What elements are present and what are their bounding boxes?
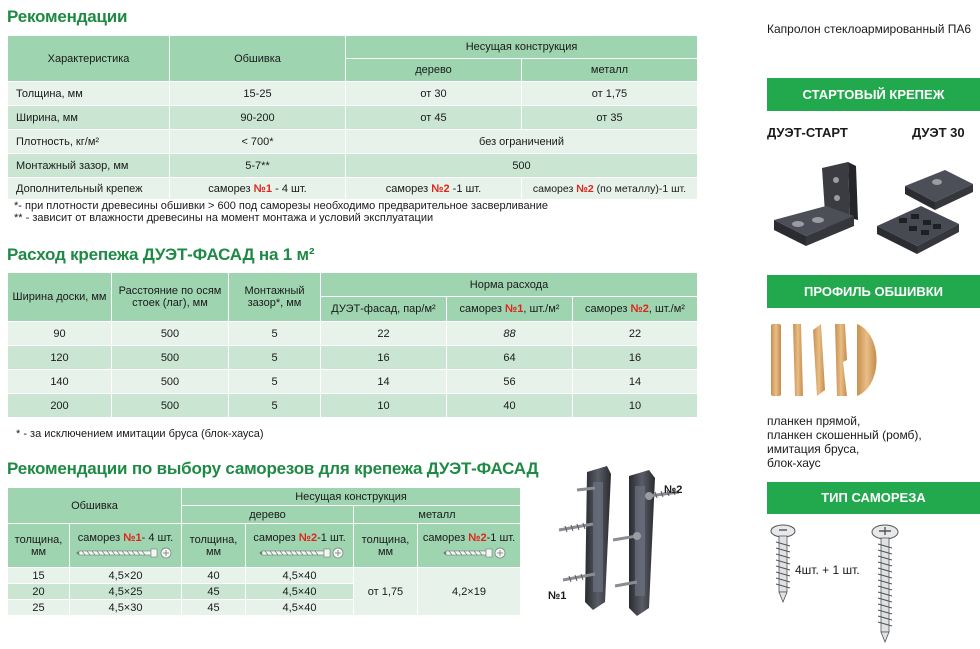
cons-col-s2: саморез №2, шт./м² (573, 297, 698, 322)
screw-short-image (768, 522, 798, 607)
screws-metal-thick: от 1,75 (354, 568, 418, 616)
cons-note: * - за исключением имитации бруса (блок-хауса) (16, 428, 264, 440)
duet30-label: ДУЭТ 30 (912, 125, 965, 140)
table-row: Ширина, мм 90-200 от 45 от 35 (8, 106, 698, 130)
screws-col-thick-1: толщина, мм (8, 524, 70, 568)
screws-col-wood: дерево (182, 506, 354, 524)
rec-title: Рекомендации (7, 7, 128, 26)
table-row: 140 500 5 14 56 14 (8, 370, 698, 394)
screws-col-bearing: Несущая конструкция (182, 488, 521, 506)
screws-title: Рекомендации по выбору саморезов для крепежа ДУЭТ-ФАСАД (7, 459, 539, 478)
table-row: 90 500 5 22 88 22 (8, 322, 698, 346)
table-row: Дополнительный крепеж саморез №1 - 4 шт. саморез №2 -1 шт. саморез №2 (по металлу)-1 шт. (8, 178, 698, 200)
cons-col-dist: Расстояние по осям стоек (лаг), мм (112, 273, 229, 322)
screws-col-thick-3: толщина, мм (354, 524, 418, 568)
table-row: 15 4,5×20 40 4,5×40 от 1,75 4,2×19 (8, 568, 521, 584)
screws-col-s1: саморез №1- 4 шт. (70, 524, 182, 568)
screw-type-header: ТИП САМОРЕЗА (767, 482, 980, 514)
screws-metal-screw: 4,2×19 (418, 568, 521, 616)
rec-col-skin: Обшивка (170, 36, 346, 82)
screws-table (7, 487, 521, 616)
cons-table (7, 272, 698, 418)
screw-medium-icon (249, 547, 350, 559)
screws-col-thick-2: толщина, мм (182, 524, 246, 568)
photo-label-n2: №2 (664, 484, 683, 496)
rec-note-1: *- при плотности древесины обшивки > 600 под саморезы необходимо предварительное засверливание (14, 200, 548, 212)
table-row: 25 4,5×30 45 4,5×40 (8, 600, 521, 616)
table-row: Плотность, кг/м² < 700* без ограничений (8, 130, 698, 154)
rec-col-bearing: Несущая конструкция (346, 36, 698, 59)
rec-col-wood: дерево (346, 59, 522, 82)
profile-line: имитация бруса, (767, 442, 860, 456)
duet-start-image (770, 158, 880, 258)
start-header: СТАРТОВЫЙ КРЕПЕЖ (767, 78, 980, 111)
table-row: 200 500 5 10 40 10 (8, 394, 698, 418)
duet-30-image (875, 162, 980, 258)
table-row: 20 4,5×25 45 4,5×40 (8, 584, 521, 600)
cons-col-gap: Монтажный зазор*, мм (229, 273, 321, 322)
rec-col-metal: металл (522, 59, 698, 82)
screws-col-s2-wood: саморез №2-1 шт. (246, 524, 354, 568)
cons-col-width: Ширина доски, мм (8, 273, 112, 322)
table-row: Толщина, мм 15-25 от 30 от 1,75 (8, 82, 698, 106)
rec-col-char: Характеристика (8, 36, 170, 82)
start-label: ДУЭТ-СТАРТ (767, 125, 848, 140)
table-row: 120 500 5 16 64 16 (8, 346, 698, 370)
profile-planks-image (765, 320, 885, 400)
rec-note-2: ** - зависит от влажности древесины на момент монтажа и условий эксплуатации (14, 212, 434, 224)
cons-title: Расход крепежа ДУЭТ-ФАСАД на 1 м² (7, 245, 315, 264)
screws-col-s2-metal: саморез №2-1 шт. (418, 524, 521, 568)
screws-col-skin: Обшивка (8, 488, 182, 524)
screws-col-metal: металл (354, 506, 521, 524)
cons-col-duet: ДУЭТ-фасад, пар/м² (321, 297, 447, 322)
profile-line: планкен прямой, (767, 414, 861, 428)
rec-table (7, 35, 698, 200)
profile-line: планкен скошенный (ромб), (767, 428, 922, 442)
cons-col-norm: Норма расхода (321, 273, 698, 297)
screw-long-image (868, 522, 902, 644)
screw-short-icon (421, 547, 517, 559)
photo-label-n1: №1 (548, 590, 567, 602)
fastener-photo (545, 462, 725, 642)
profile-header: ПРОФИЛЬ ОБШИВКИ (767, 275, 980, 308)
material-text: Капролон стеклоармированный ПА6 (767, 22, 972, 36)
screw-long-icon (73, 547, 178, 559)
cons-col-s1: саморез №1, шт./м² (447, 297, 573, 322)
screw-count: 4шт. + 1 шт. (795, 563, 860, 577)
table-row: Монтажный зазор, мм 5-7** 500 (8, 154, 698, 178)
profile-line: блок-хаус (767, 456, 821, 470)
